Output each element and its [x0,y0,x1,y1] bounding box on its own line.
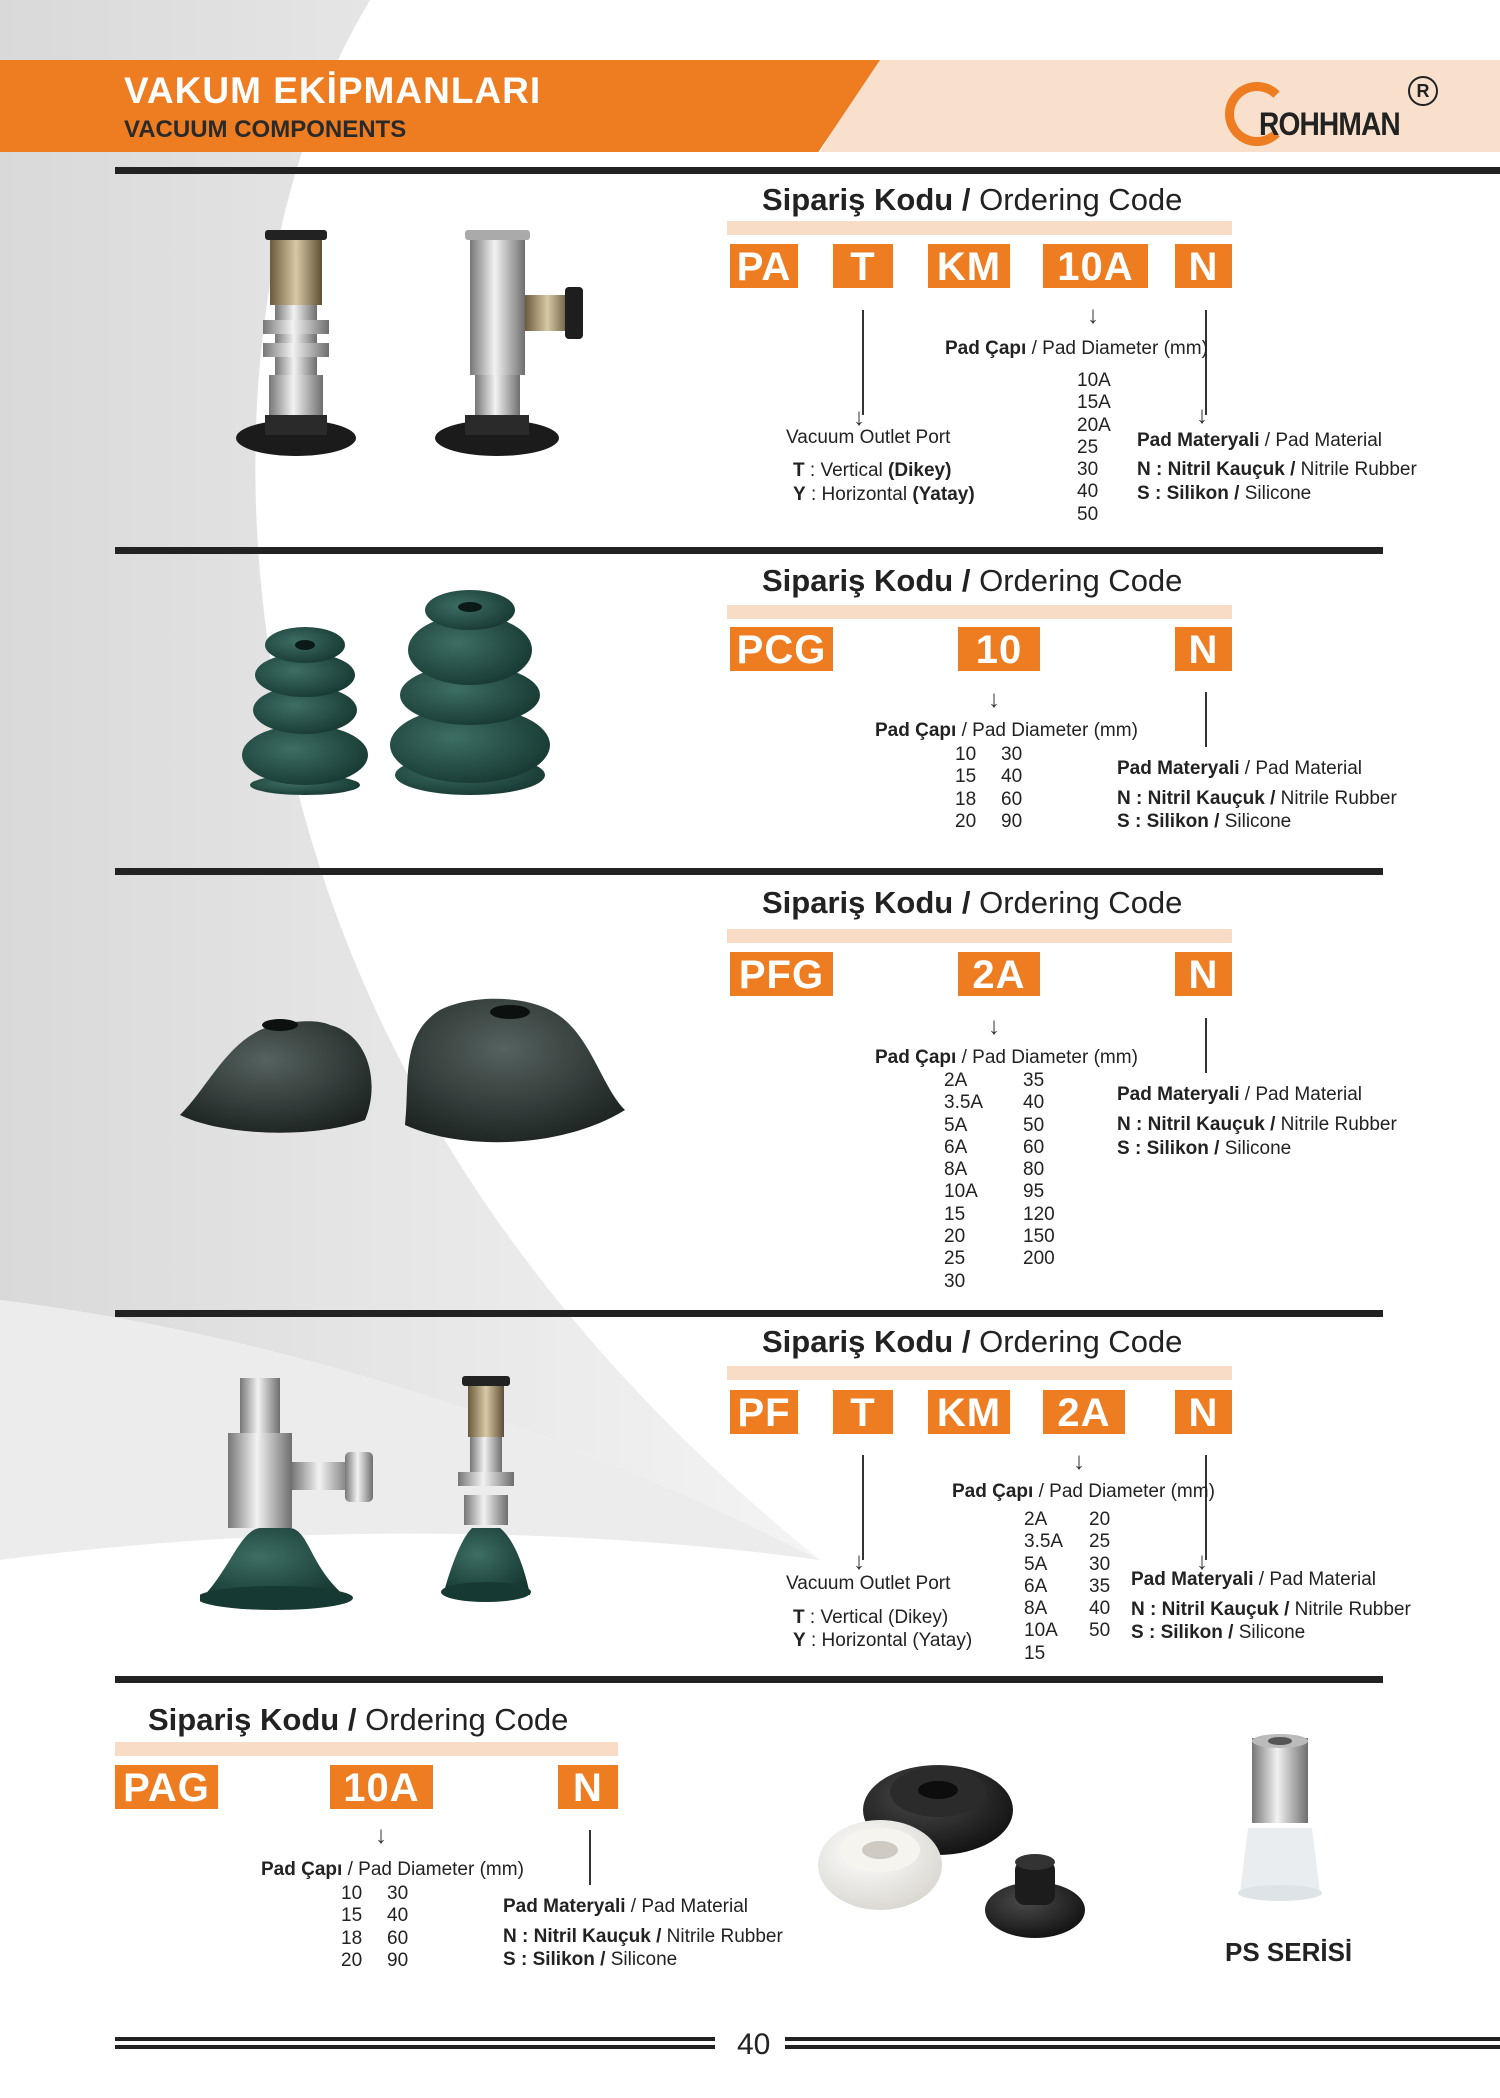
ordering-code-title: Sipariş Kodu / Ordering Code [762,563,1183,598]
section-divider [115,1310,1383,1317]
title-underline [727,605,1232,619]
code-box: 10 [958,627,1040,671]
code-box: PCG [730,627,833,671]
connector-line [862,1455,864,1560]
arrow-down-icon: ↓ [988,686,1000,713]
footer-rule-left [115,2045,715,2049]
vertical-option: T : Vertical (Dikey) [793,460,952,481]
diameter-list: 2A 3.5A 5A 6A 8A 10A 15 20 25 30 [944,1070,984,1292]
nitrile-option: N : Nitril Kauçuk / Nitrile Rubber [1117,788,1397,809]
connector-line [1205,692,1207,747]
code-box: N [558,1765,618,1809]
code-box: KM [928,244,1010,288]
pad-diameter-label: Pad Çapı / Pad Diameter (mm) [875,1047,1138,1068]
pad-material-label: Pad Materyali / Pad Material [1117,1084,1363,1105]
silicone-option: S : Silikon / Silicone [503,1949,678,1970]
logo-text: ROHHMAN [1259,106,1400,142]
code-box: N [1175,244,1232,288]
diameter-list: 35 40 50 60 80 95 120 150 200 [1023,1070,1055,1270]
product-image-pag [815,1750,1120,1950]
nitrile-option: N : Nitril Kauçuk / Nitrile Rubber [1131,1599,1411,1620]
pad-diameter-label: Pad Çapı / Pad Diameter (mm) [261,1859,524,1880]
brand-logo [1225,76,1460,156]
connector-line [1205,310,1207,415]
ps-series-label: PS SERİSİ [1225,1937,1353,1967]
diameter-list: 10 15 18 20 [955,744,977,832]
code-box: 2A [1043,1390,1125,1434]
pad-material-label: Pad Materyali / Pad Material [1137,430,1383,451]
product-image-pf [200,1370,580,1610]
diameter-list: 30 40 60 90 [387,1883,409,1971]
section-divider [115,547,1383,554]
silicone-option: S : Silikon / Silicone [1117,811,1292,832]
product-image-pfg [180,990,625,1150]
pad-material-label: Pad Materyali / Pad Material [1117,758,1363,779]
pad-material-label: Pad Materyali / Pad Material [503,1896,749,1917]
product-image-pa [225,225,595,485]
code-box: T [833,1390,893,1434]
connector-line [862,310,864,415]
horizontal-option: Y : Horizontal (Yatay) [793,484,975,505]
footer-rule-left [115,2037,715,2041]
code-box: 2A [958,952,1040,996]
pad-diameter-label: Pad Çapı / Pad Diameter (mm) [875,720,1138,741]
code-box: 10A [330,1765,433,1809]
section-divider [115,1676,1383,1683]
code-box: N [1175,1390,1232,1434]
diameter-list: 20 25 30 35 40 50 [1089,1509,1111,1642]
code-box: KM [928,1390,1010,1434]
code-box: PF [730,1390,798,1434]
title-underline [115,1742,618,1756]
code-box: N [1175,627,1232,671]
title-underline [727,1366,1232,1380]
arrow-down-icon: ↓ [853,1548,865,1575]
connector-line [1205,1018,1207,1073]
diameter-list: 10A 15A 20A 25 30 40 50 [1077,370,1111,525]
silicone-option: S : Silikon / Silicone [1137,483,1312,504]
code-box: T [833,244,893,288]
registered-mark-icon: R [1408,76,1438,106]
arrow-down-icon: ↓ [1087,302,1099,329]
page-subtitle: VACUUM COMPONENTS [124,116,407,143]
horizontal-option: Y : Horizontal (Yatay) [793,1630,973,1651]
diameter-list: 30 40 60 90 [1001,744,1023,832]
arrow-down-icon: ↓ [1073,1448,1085,1475]
arrow-down-icon: ↓ [1196,1548,1208,1575]
ordering-code-title: Sipariş Kodu / Ordering Code [762,182,1183,217]
vacuum-outlet-label: Vacuum Outlet Port [786,427,951,448]
connector-line [589,1830,591,1885]
nitrile-option: N : Nitril Kauçuk / Nitrile Rubber [1137,459,1417,480]
ordering-code-title: Sipariş Kodu / Ordering Code [762,1324,1183,1359]
vertical-option: T : Vertical (Dikey) [793,1607,949,1628]
product-image-pcg [225,585,575,795]
code-box: 10A [1043,244,1148,288]
pad-diameter-label: Pad Çapı / Pad Diameter (mm) [952,1481,1215,1502]
ordering-code-title: Sipariş Kodu / Ordering Code [148,1702,569,1737]
footer-rule-right [785,2037,1500,2041]
page-title: VAKUM EKİPMANLARI [124,70,542,111]
section-divider [115,868,1383,875]
code-box: PFG [730,952,833,996]
code-box: PAG [115,1765,218,1809]
code-box: N [1175,952,1232,996]
diameter-list: 2A 3.5A 5A 6A 8A 10A 15 [1024,1509,1064,1664]
code-box: PA [730,244,798,288]
diameter-list: 10 15 18 20 [341,1883,363,1971]
title-underline [727,221,1232,235]
arrow-down-icon: ↓ [1196,402,1208,429]
silicone-option: S : Silikon / Silicone [1131,1622,1306,1643]
arrow-down-icon: ↓ [375,1822,387,1849]
nitrile-option: N : Nitril Kauçuk / Nitrile Rubber [1117,1114,1397,1135]
arrow-down-icon: ↓ [988,1013,1000,1040]
footer-rule-right [785,2045,1500,2049]
nitrile-option: N : Nitril Kauçuk / Nitrile Rubber [503,1926,783,1947]
connector-line [1205,1455,1207,1560]
title-underline [727,929,1232,943]
pad-diameter-label: Pad Çapı / Pad Diameter (mm) [945,338,1208,359]
page-number: 40 [737,2028,771,2061]
ordering-code-title: Sipariş Kodu / Ordering Code [762,885,1183,920]
pad-material-label: Pad Materyali / Pad Material [1131,1569,1377,1590]
header-rule [115,167,1500,174]
arrow-down-icon: ↓ [853,404,865,431]
product-image-ps [1220,1733,1340,1903]
silicone-option: S : Silikon / Silicone [1117,1138,1292,1159]
vacuum-outlet-label: Vacuum Outlet Port [786,1573,951,1594]
